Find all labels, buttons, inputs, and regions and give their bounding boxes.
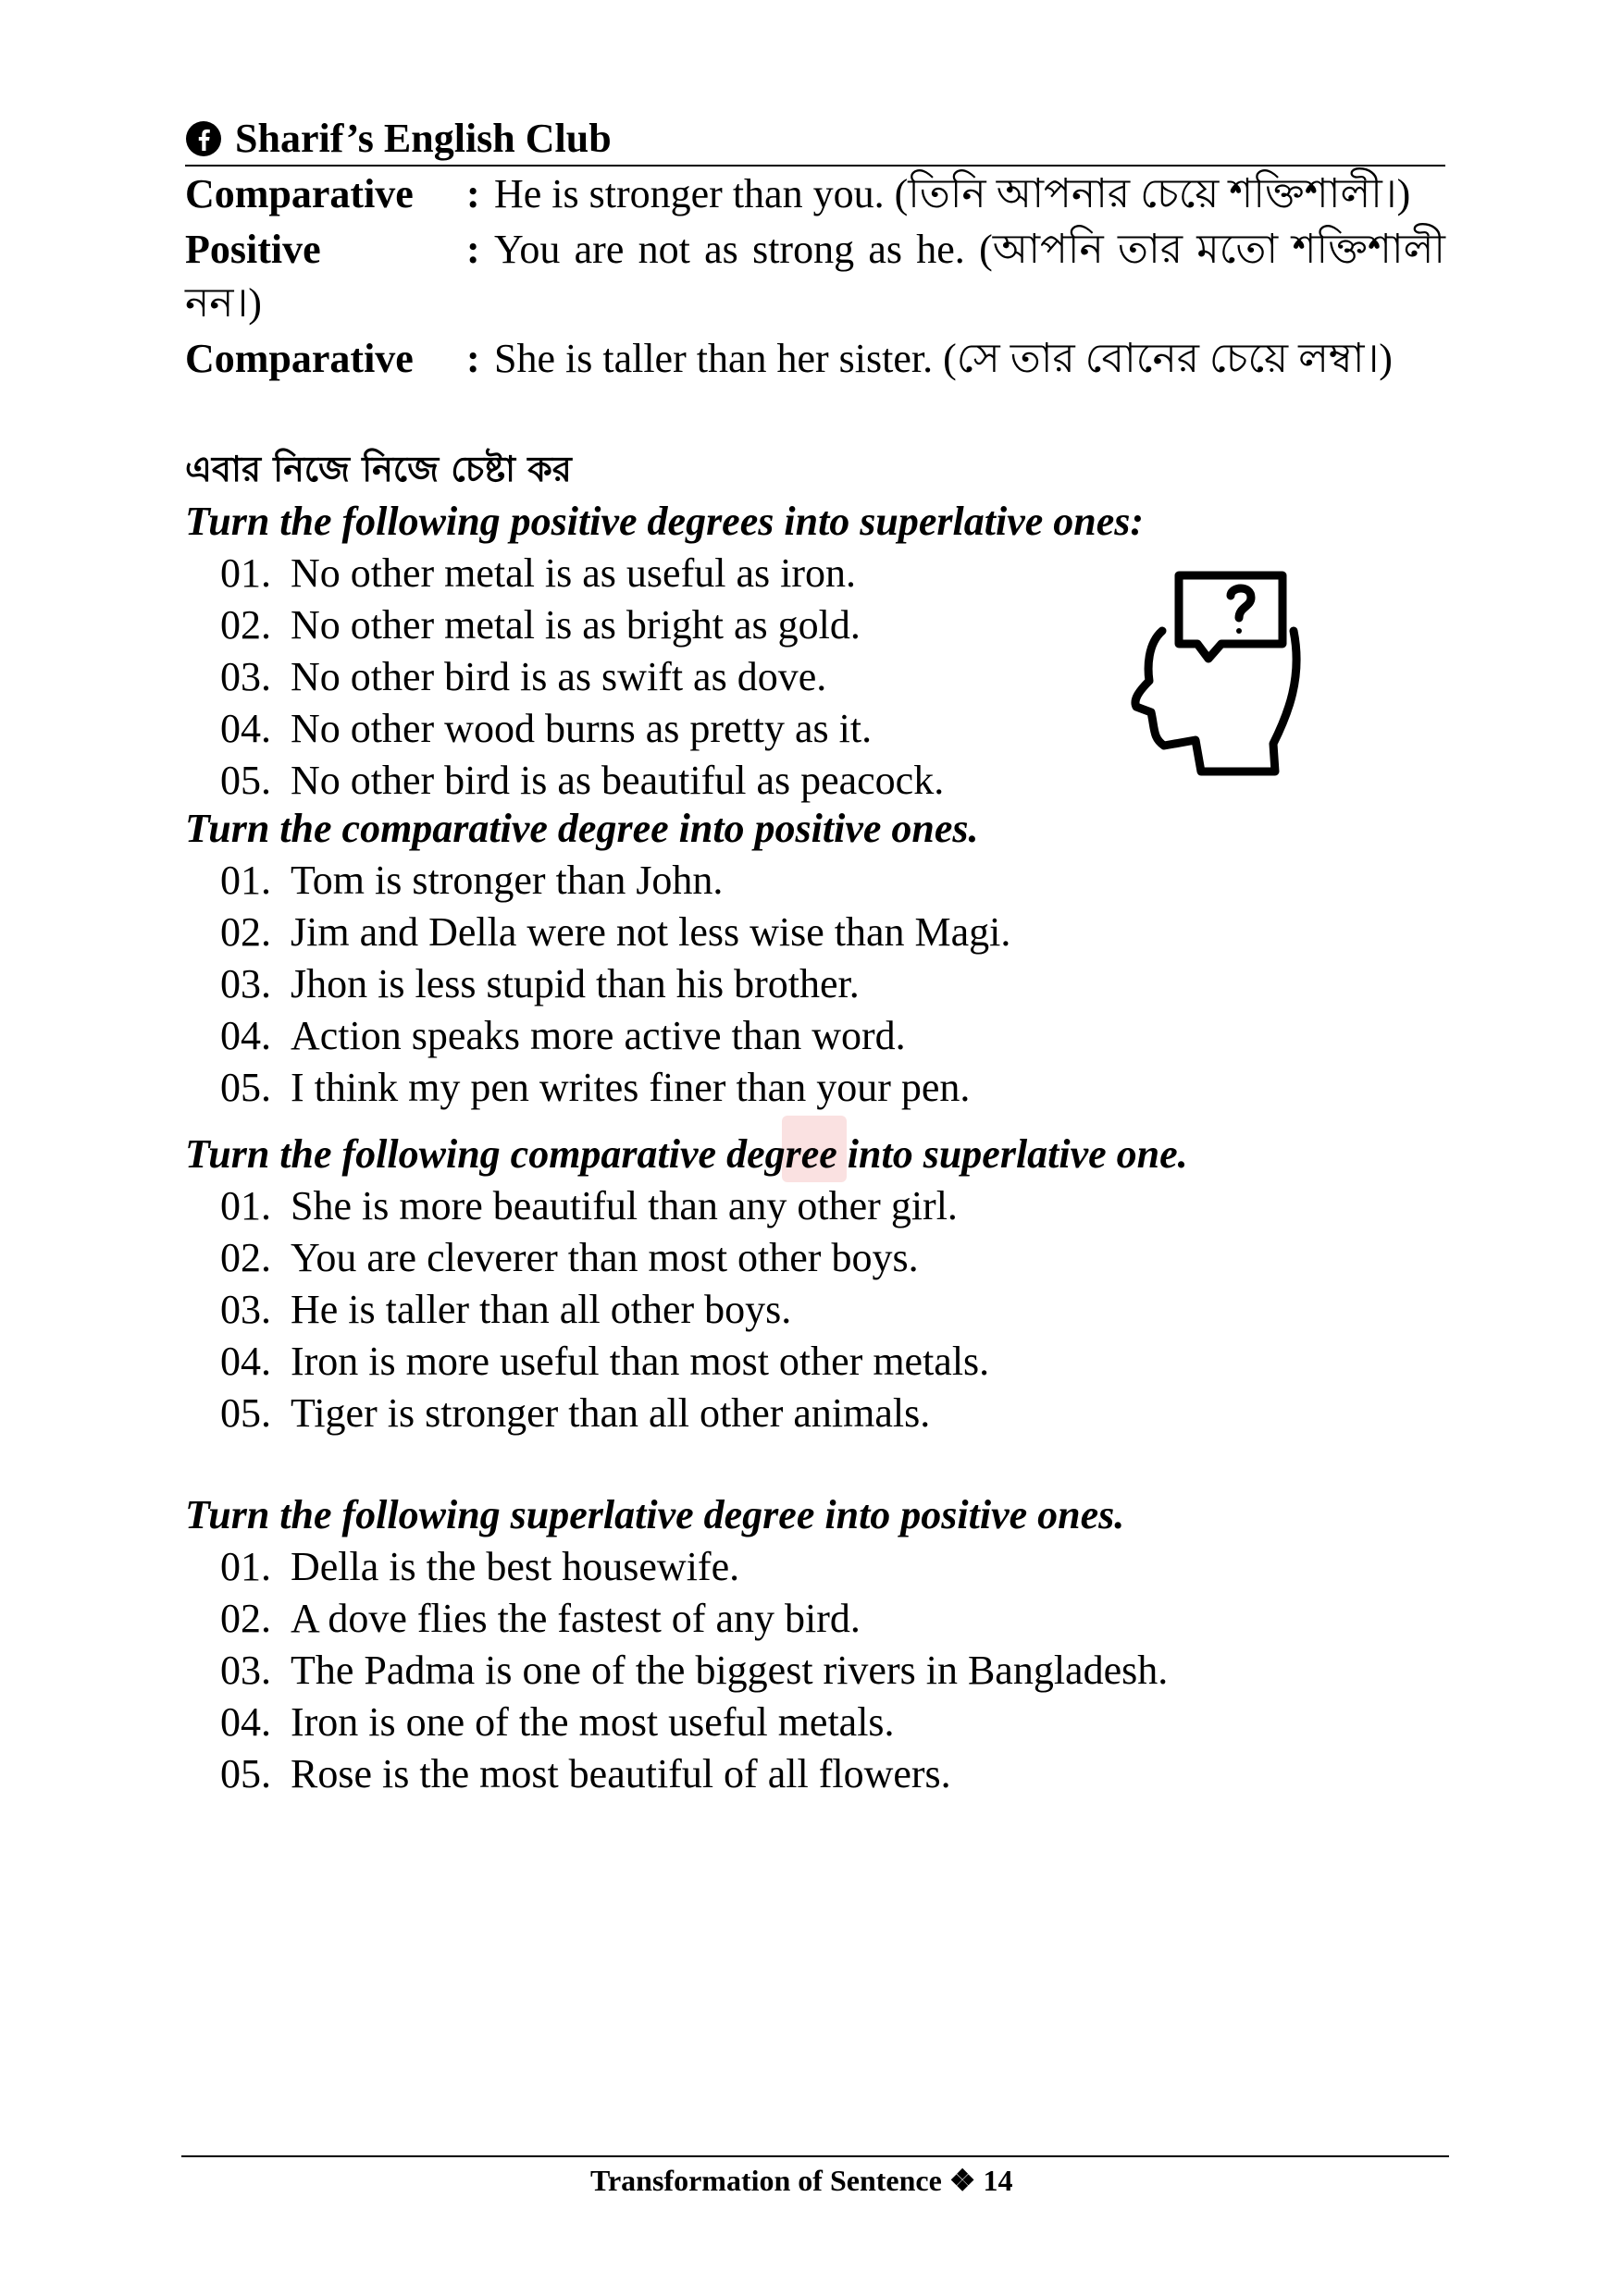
list-item <box>220 1284 989 1336</box>
section-title: Turn the following positive degrees into superlative ones: <box>185 499 1145 544</box>
item-number: 02. <box>220 909 271 955</box>
item-text: No other wood burns as pretty as it. <box>291 706 873 751</box>
item-number: 05. <box>220 1390 271 1436</box>
item-number: 05. <box>220 1065 271 1110</box>
item-number: 01. <box>220 1544 271 1589</box>
list-item <box>220 599 944 651</box>
section-title: Turn the following comparative degree into superlative one. <box>185 1131 1188 1177</box>
item-number: 04. <box>220 1013 271 1058</box>
example-label: Positive <box>185 227 321 272</box>
footer-divider <box>181 2155 1449 2157</box>
list-item <box>220 958 1010 1010</box>
section-title: Turn the comparative degree into positive ones. <box>185 806 979 851</box>
item-text: You are cleverer than most other boys. <box>291 1235 919 1280</box>
item-number: 01. <box>220 1183 271 1228</box>
item-number: 02. <box>220 1235 271 1280</box>
list-item <box>220 1180 989 1232</box>
example-colon: : <box>466 227 480 272</box>
exercise-list <box>220 855 1010 1114</box>
item-number: 05. <box>220 758 271 803</box>
thinking-head-icon <box>1127 566 1312 788</box>
list-item <box>220 855 1010 907</box>
example-row <box>185 167 1445 222</box>
exercise-list <box>220 1180 989 1439</box>
item-number: 02. <box>220 1596 271 1641</box>
item-text: Iron is more useful than most other metals. <box>291 1339 990 1384</box>
example-label: Comparative <box>185 336 414 381</box>
item-text: A dove flies the fastest of any bird. <box>291 1596 861 1641</box>
example-continuation: নন।) <box>185 280 262 326</box>
example-content: You are not as strong as he. (আপনি তার মতো শক্তিশালী <box>494 227 1445 272</box>
list-item <box>220 907 1010 958</box>
list-item <box>220 1697 1168 1748</box>
item-text: She is more beautiful than any other girl. <box>291 1183 958 1228</box>
item-text: Della is the best housewife. <box>291 1544 740 1589</box>
list-item <box>220 1010 1010 1062</box>
item-number: 03. <box>220 1648 271 1693</box>
diamond-separator-icon: ❖ <box>948 2164 976 2197</box>
list-item <box>220 1232 989 1284</box>
item-number: 04. <box>220 1699 271 1745</box>
item-number: 03. <box>220 654 271 699</box>
exercise-list <box>220 548 944 807</box>
example-colon: : <box>466 336 480 381</box>
example-label: Comparative <box>185 171 414 216</box>
page-footer <box>590 2163 1012 2198</box>
list-item <box>220 755 944 807</box>
footer-title: Transformation of Sentence <box>590 2164 942 2197</box>
item-number: 03. <box>220 961 271 1006</box>
item-text: Iron is one of the most useful metals. <box>291 1699 895 1745</box>
item-text: Tiger is stronger than all other animals. <box>291 1390 931 1436</box>
item-text: No other bird is as swift as dove. <box>291 654 827 699</box>
page-header <box>185 113 1445 167</box>
item-text: Jhon is less stupid than his brother. <box>291 961 860 1006</box>
facebook-icon <box>185 120 222 157</box>
list-item <box>220 703 944 755</box>
item-text: I think my pen writes finer than your pen. <box>291 1065 971 1110</box>
item-number: 02. <box>220 602 271 648</box>
item-number: 01. <box>220 858 271 903</box>
item-number: 05. <box>220 1751 271 1796</box>
list-item <box>220 1388 989 1439</box>
list-item <box>220 548 944 599</box>
item-number: 04. <box>220 706 271 751</box>
list-item <box>220 651 944 703</box>
example-content: He is stronger than you. (তিনি আপনার চেয়ে শক্তিশালী।) <box>494 171 1411 216</box>
item-number: 04. <box>220 1339 271 1384</box>
item-text: No other metal is as bright as gold. <box>291 602 861 648</box>
item-text: Action speaks more active than word. <box>291 1013 906 1058</box>
page-number: 14 <box>983 2164 1013 2197</box>
example-colon: : <box>466 171 480 216</box>
item-number: 01. <box>220 550 271 596</box>
example-content: She is taller than her sister. (সে তার বোনের চেয়ে লম্বা।) <box>494 336 1393 381</box>
item-text: Rose is the most beautiful of all flowers. <box>291 1751 951 1796</box>
item-text: Jim and Della were not less wise than Magi. <box>291 909 1011 955</box>
club-title: Sharif’s English Club <box>235 116 612 161</box>
item-text: No other metal is as useful as iron. <box>291 550 856 596</box>
list-item <box>220 1336 989 1388</box>
example-row <box>185 331 1445 387</box>
list-item <box>220 1593 1168 1645</box>
item-text: He is taller than all other boys. <box>291 1287 792 1332</box>
list-item <box>220 1645 1168 1697</box>
item-text: The Padma is one of the biggest rivers in Bangladesh. <box>291 1648 1169 1693</box>
section-title: Turn the following superlative degree into positive ones. <box>185 1492 1125 1537</box>
list-item <box>220 1541 1168 1593</box>
exercise-list <box>220 1541 1168 1800</box>
list-item <box>220 1062 1010 1114</box>
practice-heading: এবার নিজে নিজে চেষ্টা কর <box>185 449 572 489</box>
item-text: No other bird is as beautiful as peacock. <box>291 758 945 803</box>
list-item <box>220 1748 1168 1800</box>
item-number: 03. <box>220 1287 271 1332</box>
example-row <box>185 222 1445 331</box>
item-text: Tom is stronger than John. <box>291 858 724 903</box>
